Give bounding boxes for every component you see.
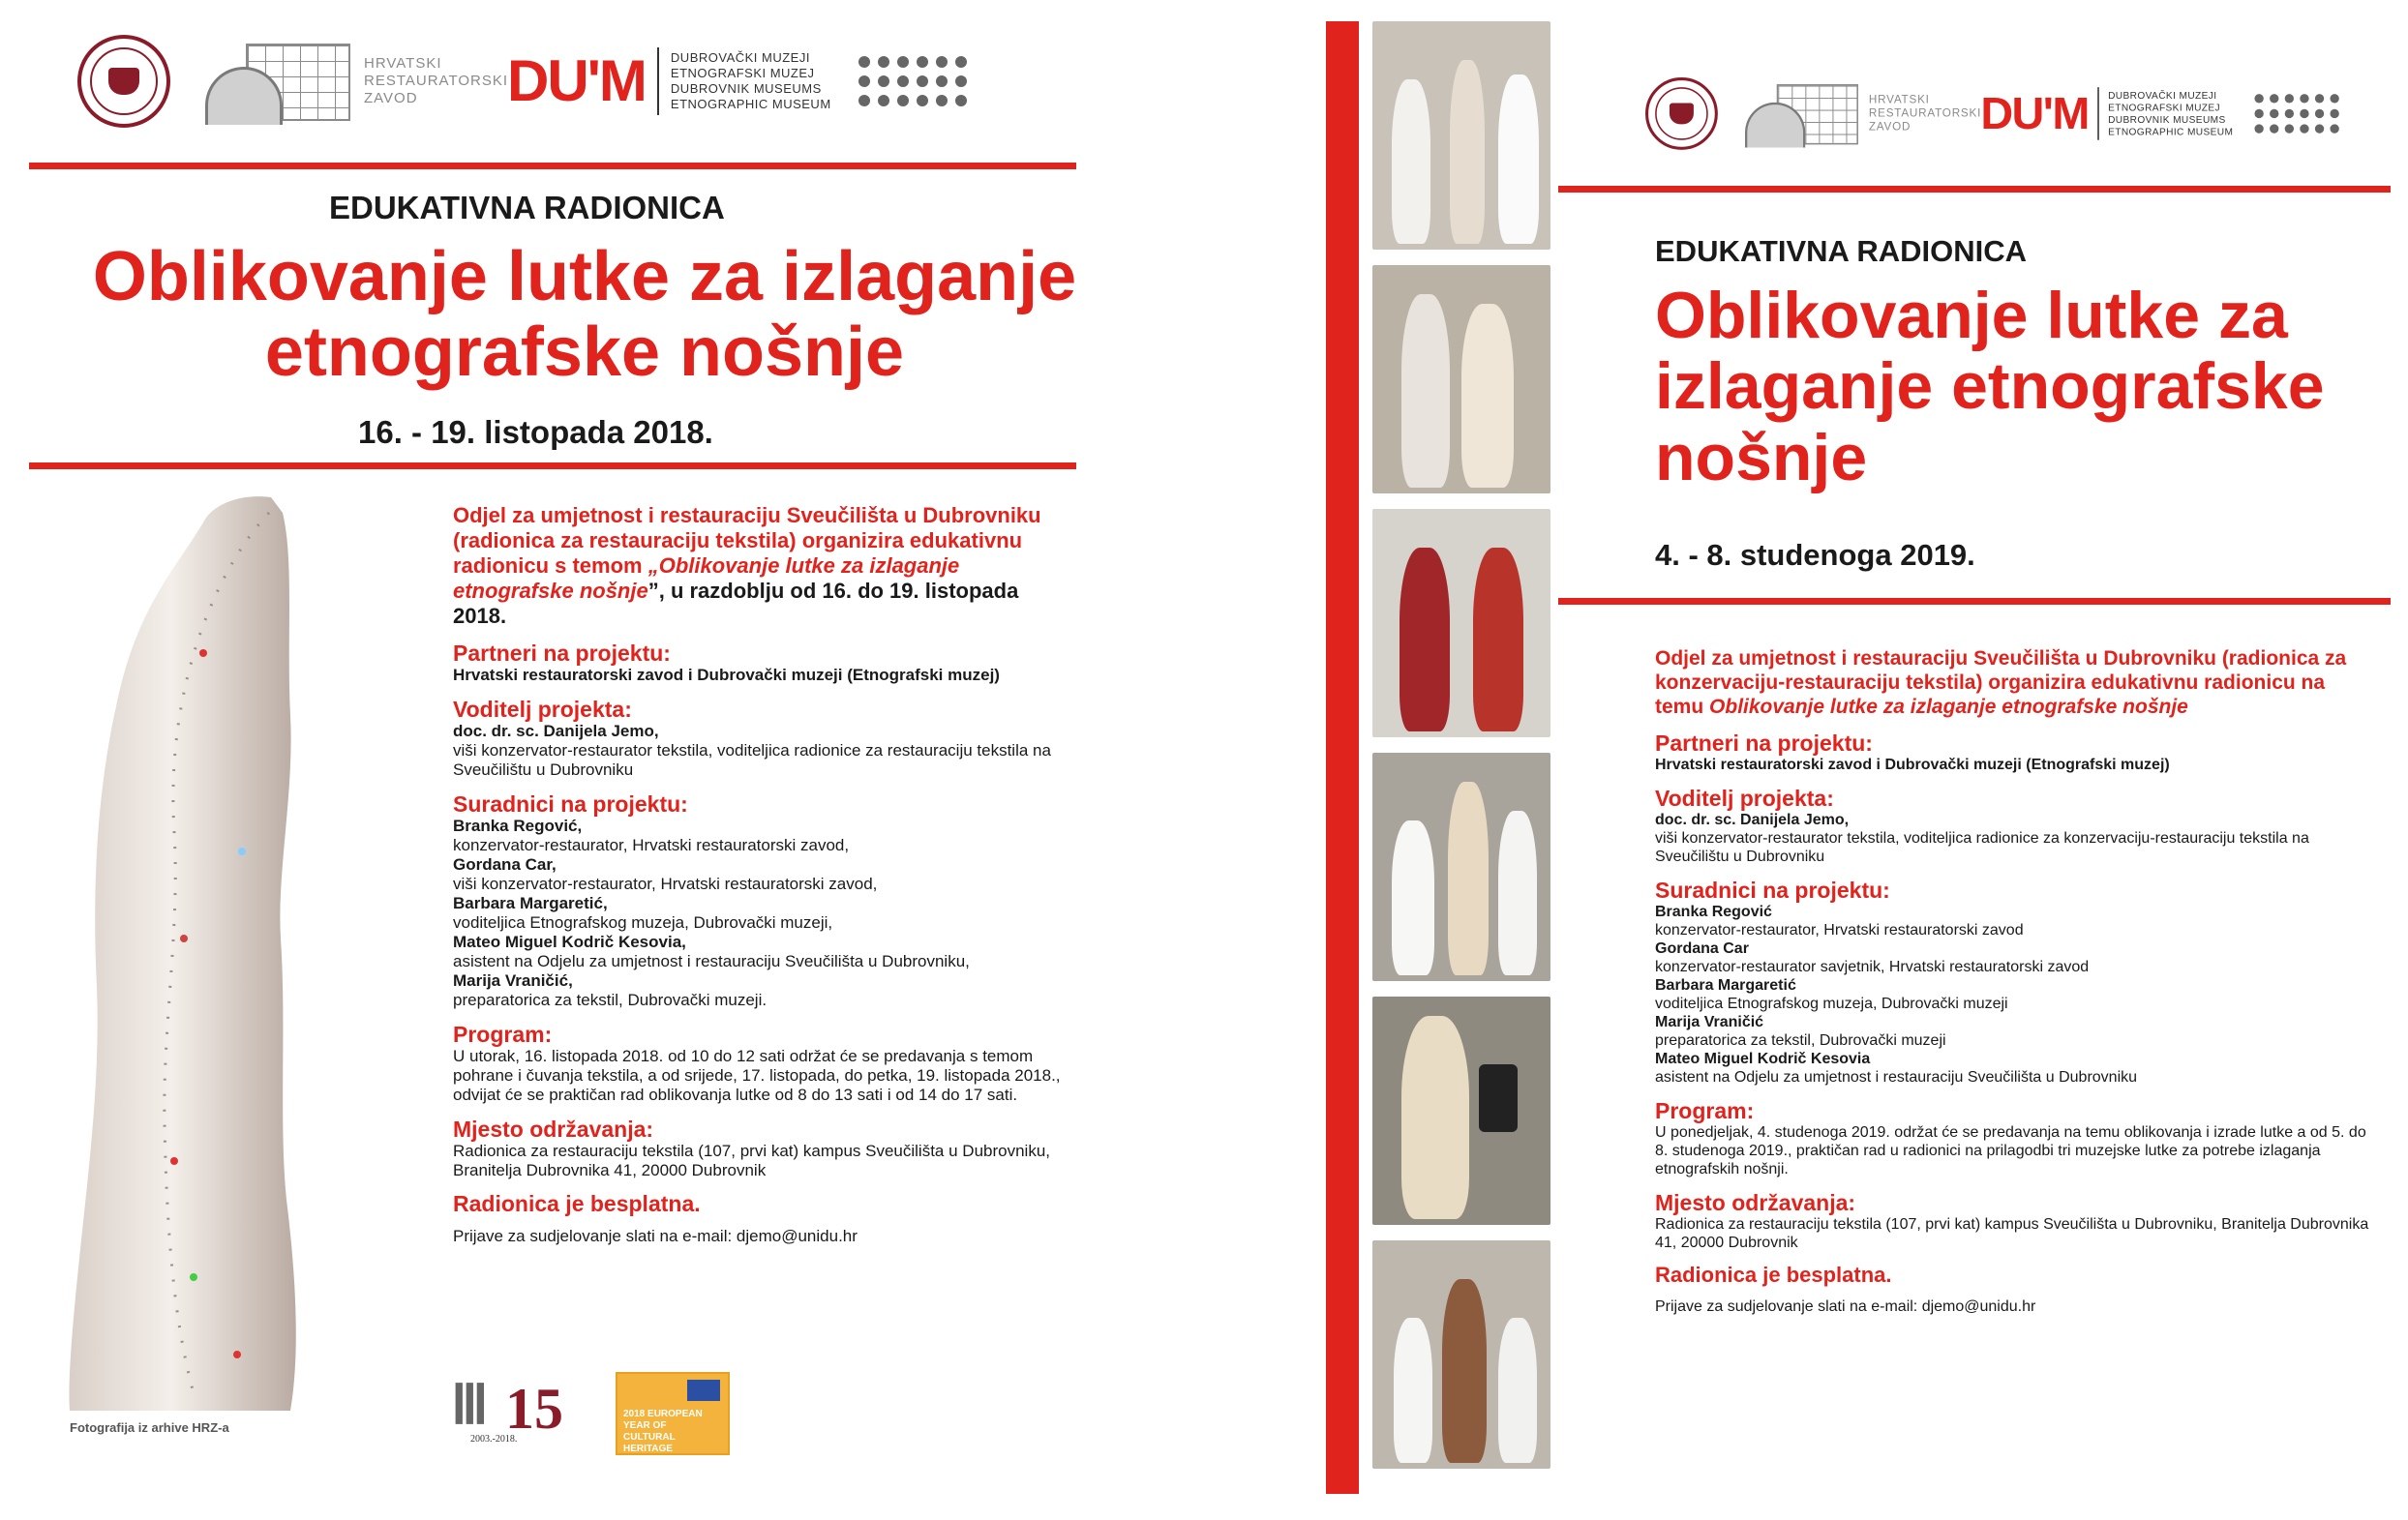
collab-name: Gordana Car,	[453, 855, 557, 874]
place-heading: Mjesto održavanja:	[453, 1117, 654, 1142]
program-text: U ponedjeljak, 4. studenoga 2019. održat će se predavanja na temu oblikovanja i izrade lutke a od 5. do 8. studenoga 2019., praktičan rad u radionici na prilagodbi tri muzejske lutke za potrebe izlaganja etnografskih nošnji.	[1655, 1124, 2366, 1177]
program-heading: Program:	[453, 1022, 553, 1047]
partners-heading: Partneri na projektu:	[1655, 730, 1873, 756]
hrz-logo-text: HRVATSKI RESTAURATORSKI ZAVOD	[1868, 93, 1982, 134]
collab-role: konzervator-restaurator savjetnik, Hrvatski restauratorski zavod	[1655, 959, 2090, 975]
collab-role: voditeljica Etnografskog muzeja, Dubrovački muzeji	[1655, 996, 2008, 1012]
collab-heading: Suradnici na projektu:	[453, 791, 688, 817]
photo-credit: Fotografija iz arhive HRZ-a	[70, 1420, 229, 1435]
workshop-photo	[1372, 509, 1550, 737]
event-date: 16. - 19. listopada 2018.	[358, 414, 713, 450]
partners-text: Hrvatski restauratorski zavod i Dubrovački muzeji (Etnografski muzej)	[1655, 757, 2170, 773]
lead-name: doc. dr. sc. Danijela Jemo,	[453, 722, 659, 740]
page-title: Oblikovanje lutke za izlaganje etnografske nošnje	[92, 238, 1077, 391]
university-seal-logo	[77, 35, 170, 128]
hrz-building-logo	[1745, 79, 1858, 147]
dum-logo: DU'M	[507, 48, 646, 113]
partners-heading: Partneri na projektu:	[453, 641, 671, 666]
program-heading: Program:	[1655, 1098, 1755, 1123]
lead-name: doc. dr. sc. Danijela Jemo,	[1655, 812, 1850, 828]
workshop-photo	[1372, 21, 1550, 250]
place-text: Radionica za restauraciju tekstila (107, prvi kat) kampus Sveučilišta u Dubrovniku, Branitelja Dubrovnika 41, 20000 Dubrovnik	[453, 1142, 1050, 1179]
hrz-building-logo	[205, 38, 350, 125]
intro-text: Odjel za umjetnost i restauraciju Sveučilišta u Dubrovniku (radionica za konzervaciju-restauraciju tekstila) organizira edukativnu radionicu na temu Oblikovanje lutke za izlaganje etnografske nošnje	[1655, 647, 2347, 718]
mannequin-photo	[58, 484, 300, 1413]
collab-name: Branka Regović,	[453, 817, 583, 835]
collab-role: preparatorica za tekstil, Dubrovački muzeji.	[453, 991, 768, 1009]
eu-flag-icon	[687, 1380, 720, 1401]
workshop-photo	[1372, 997, 1550, 1225]
collab-name: Marija Vraničić	[1655, 1014, 1764, 1030]
collab-role: asistent na Odjelu za umjetnost i restauraciju Sveučilišta u Dubrovniku,	[453, 952, 970, 970]
poster-2018	[0, 0, 1094, 1520]
collab-heading: Suradnici na projektu:	[1655, 878, 1890, 903]
title-divider	[29, 462, 1076, 469]
collab-name: Mateo Miguel Kodrič Kesovia	[1655, 1051, 1871, 1067]
eyebrow: EDUKATIVNA RADIONICA	[329, 190, 725, 225]
collab-role: konzervator-restaurator, Hrvatski restauratorski zavod	[1655, 922, 2024, 939]
poster2-body	[1655, 646, 2371, 1316]
event-date: 4. - 8. studenoga 2019.	[1655, 538, 1975, 572]
workshop-photo	[1372, 265, 1550, 493]
dum-logo-text: DUBROVAČKI MUZEJI ETNOGRAFSKI MUZEJ DUBROVNIK MUSEUMS ETNOGRAPHIC MUSEUM	[670, 50, 831, 111]
collab-role: voditeljica Etnografskog muzeja, Dubrovački muzeji,	[453, 913, 833, 932]
lead-heading: Voditelj projekta:	[1655, 786, 1834, 811]
poster1-body	[453, 503, 1063, 1246]
lead-heading: Voditelj projekta:	[453, 697, 632, 722]
collab-name: Barbara Margaretić,	[453, 894, 608, 912]
hrz-logo-text: HRVATSKI RESTAURATORSKI ZAVOD	[364, 55, 509, 106]
header-logos	[1645, 77, 2339, 150]
red-side-strip	[1326, 21, 1359, 1494]
dots-logo	[858, 56, 967, 106]
collab-name: Branka Regović	[1655, 904, 1772, 920]
eu-heritage-badge: 2018 EUROPEAN YEAR OF CULTURAL HERITAGE #EuropeForCulture	[616, 1372, 730, 1455]
collab-name: Barbara Margaretić	[1655, 977, 1796, 994]
free-notice: Radionica je besplatna.	[453, 1191, 701, 1216]
collab-name: Mateo Miguel Kodrič Kesovia,	[453, 933, 686, 951]
poster-2019	[1326, 0, 2408, 1520]
photo-strip	[1372, 21, 1550, 1484]
program-text: U utorak, 16. listopada 2018. od 10 do 12 sati održat će se predavanja s temom pohrane i čuvanja tekstila, a od srijede, 17. listopada, do petka, 19. listopada 2018., odvijat će se praktičan rad oblikovanja lutke od 8 do 13 sati i od 14 do 17 sati.	[453, 1047, 1061, 1104]
university-seal-logo	[1645, 77, 1718, 150]
lead-role: viši konzervator-restaurator tekstila, voditeljica radionice za restauraciju tekstila na Sveučilištu u Dubrovniku	[453, 741, 1051, 779]
top-divider	[29, 163, 1076, 169]
collab-name: Gordana Car	[1655, 940, 1749, 957]
collab-role: asistent na Odjelu za umjetnost i restauraciju Sveučilišta u Dubrovniku	[1655, 1069, 2138, 1086]
workshop-photo	[1372, 1240, 1550, 1469]
lead-role: viši konzervator-restaurator tekstila, voditeljica radionice za konzervaciju-restauraciju tekstila na Sveučilištu u Dubrovniku	[1655, 830, 2309, 865]
dum-logo: DU'M	[1980, 87, 2089, 139]
collab-role: viši konzervator-restaurator, Hrvatski restauratorski zavod,	[453, 875, 878, 893]
page-title: Oblikovanje lutke za izlaganje etnografske nošnje	[1655, 279, 2325, 494]
place-heading: Mjesto održavanja:	[1655, 1190, 1856, 1215]
eyebrow: EDUKATIVNA RADIONICA	[1655, 234, 2028, 268]
partners-text: Hrvatski restauratorski zavod i Dubrovački muzeji (Etnografski muzej)	[453, 666, 1000, 684]
intro-text: Odjel za umjetnost i restauraciju Sveučilišta u Dubrovniku (radionica za restauraciju tekstila) organizira edukativnu radionicu s temom „Oblikovanje lutke za izlaganje etnografske nošnje”, u razdoblju od 16. do 19. listopada 2018.	[453, 503, 1041, 628]
collab-role: konzervator-restaurator, Hrvatski restauratorski zavod,	[453, 836, 850, 854]
anniversary-15-logo: Ⅲ 15 2003.-2018.	[451, 1376, 563, 1445]
free-notice: Radionica je besplatna.	[1655, 1263, 1892, 1287]
collab-name: Marija Vraničić,	[453, 971, 573, 990]
dum-logo-text: DUBROVAČKI MUZEJI ETNOGRAFSKI MUZEJ DUBROVNIK MUSEUMS ETNOGRAPHIC MUSEUM	[2108, 89, 2234, 137]
place-text: Radionica za restauraciju tekstila (107, prvi kat) kampus Sveučilišta u Dubrovniku, Branitelja Dubrovnika 41, 20000 Dubrovnik	[1655, 1216, 2369, 1251]
header-logos	[77, 35, 967, 128]
title-divider	[1558, 598, 2391, 605]
top-divider	[1558, 186, 2391, 193]
dots-logo	[2254, 94, 2338, 134]
apply-text: Prijave za sudjelovanje slati na e-mail: djemo@unidu.hr	[1655, 1298, 2036, 1315]
collab-role: preparatorica za tekstil, Dubrovački muzeji	[1655, 1032, 1946, 1049]
apply-text: Prijave za sudjelovanje slati na e-mail: djemo@unidu.hr	[453, 1227, 858, 1245]
workshop-photo	[1372, 753, 1550, 981]
